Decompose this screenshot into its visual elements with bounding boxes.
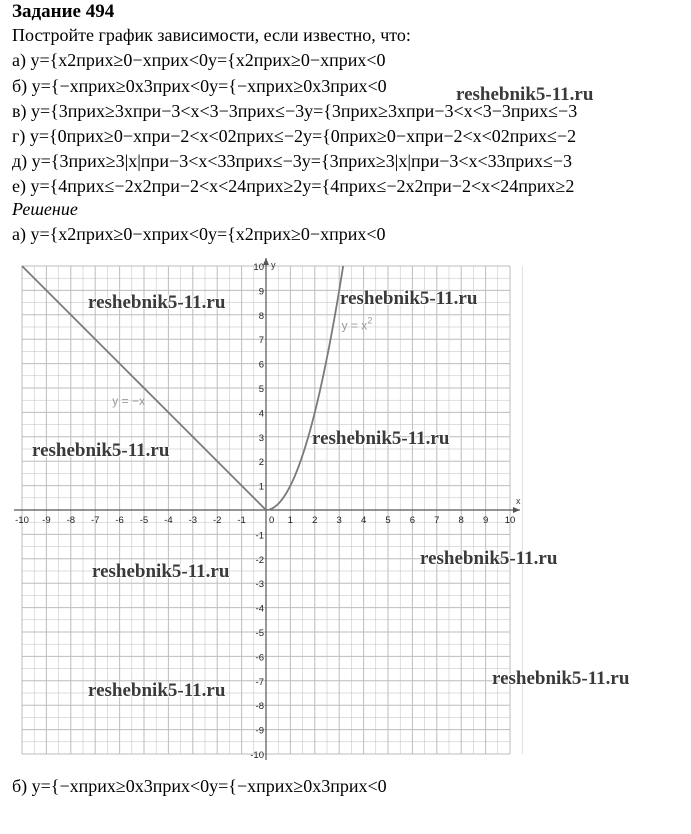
y-tick-label: -7 <box>255 676 264 688</box>
task-item-e: е) y={4прих≤−2x2при−2<x<24прих≥2y={4прих≤−2x2при−2<x<24прих≥2 <box>12 176 575 196</box>
x-tick-label: -5 <box>139 515 149 526</box>
x-tick-label: -9 <box>42 515 51 526</box>
annotation-superscript: 2 <box>367 315 373 326</box>
task-item-v: в) y={3прих≥3xпри−3<x<3−3прих≤−3y={3прих≥3xпри−3<x<3−3прих≤−3 <box>12 101 578 121</box>
x-tick-label: 9 <box>482 515 489 526</box>
y-tick-label: 4 <box>258 408 264 420</box>
x-tick-label: 2 <box>312 515 318 526</box>
watermark-4: reshebnik5-11.ru <box>312 428 450 449</box>
y-axis-label: y <box>271 260 276 270</box>
y-tick-label: -5 <box>255 628 264 639</box>
y-tick-label: 10 <box>253 262 264 273</box>
y-tick-label: -9 <box>255 725 264 737</box>
y-tick-label: -1 <box>255 530 264 542</box>
x-tick-label: 8 <box>458 515 464 526</box>
x-tick-label: 6 <box>409 515 416 526</box>
series-annotation: $y = x^2$ <box>341 315 373 333</box>
x-tick-label: 7 <box>434 515 440 526</box>
x-tick-label: 3 <box>336 515 342 526</box>
y-tick-label: 3 <box>258 432 264 444</box>
y-tick-label: 9 <box>258 286 264 298</box>
y-tick-label: -8 <box>255 701 264 713</box>
x-tick-label: -1 <box>237 515 246 526</box>
x-tick-label: -10 <box>15 515 29 526</box>
y-tick-label: -2 <box>255 554 264 566</box>
task-item-a: а) y={x2прих≥0−xприх<0y={x2прих≥0−xприх<0 <box>12 50 386 70</box>
x-axis-label: x <box>516 496 521 506</box>
y-tick-label: -4 <box>255 603 264 615</box>
task-item-g: г) y={0прих≥0−xпри−2<x<02прих≤−2y={0прих≥0−xпри−2<x<02прих≤−2 <box>12 126 577 146</box>
watermark-6: reshebnik5-11.ru <box>92 561 230 582</box>
x-tick-label: -3 <box>188 515 198 526</box>
y-tick-label: 1 <box>258 481 264 493</box>
watermark-5: reshebnik5-11.ru <box>420 548 558 569</box>
x-tick-label: -2 <box>212 515 222 526</box>
series-annotation: y = −x <box>112 394 145 409</box>
task-item-b: б) y={−xприх≥0x3прих<0y={−xприх≥0x3прих<0 <box>12 76 387 96</box>
x-tick-label: -4 <box>164 515 173 526</box>
task-prompt: Постройте график зависимости, если известно, что: <box>12 25 411 45</box>
task-title: Задание 494 <box>12 1 115 22</box>
solution-part-b: б) y={−xприх≥0x3прих<0y={−xприх≥0x3прих<0 <box>12 776 387 796</box>
y-tick-label: 2 <box>258 457 264 469</box>
x-tick-label: 10 <box>504 515 516 526</box>
x-tick-label: 5 <box>385 515 391 526</box>
watermark-1: reshebnik5-11.ru <box>88 292 226 313</box>
y-tick-label: -6 <box>255 652 264 664</box>
y-tick-label: 6 <box>258 359 264 371</box>
watermark-2: reshebnik5-11.ru <box>340 288 478 309</box>
y-tick-label: 7 <box>258 335 264 347</box>
solution-part-a: а) y={x2прих≥0−xприх<0y={x2прих≥0−xприх<0 <box>12 224 386 244</box>
task-item-d: д) y={3прих≥3|x|при−3<x<33прих≤−3y={3прих≥3|x|при−3<x<33прих≤−3 <box>12 151 572 171</box>
x-tick-label: 4 <box>360 515 367 526</box>
origin-label: 0 <box>269 515 275 526</box>
solution-heading: Решение <box>12 199 78 219</box>
x-tick-label: -6 <box>115 515 124 526</box>
watermark-7: reshebnik5-11.ru <box>88 680 226 701</box>
x-tick-label: -7 <box>90 515 100 526</box>
y-tick-label: 8 <box>258 310 264 322</box>
watermark-3: reshebnik5-11.ru <box>32 440 170 461</box>
x-axis-arrow <box>513 507 520 513</box>
watermark-top: reshebnik5-11.ru <box>456 84 594 105</box>
y-tick-label: 5 <box>258 384 264 395</box>
x-tick-label: 1 <box>287 515 294 526</box>
function-graph <box>0 256 540 764</box>
y-tick-label: -3 <box>255 579 264 591</box>
y-tick-label: -10 <box>250 750 264 761</box>
x-tick-label: -8 <box>66 515 76 526</box>
watermark-8: reshebnik5-11.ru <box>492 668 630 689</box>
